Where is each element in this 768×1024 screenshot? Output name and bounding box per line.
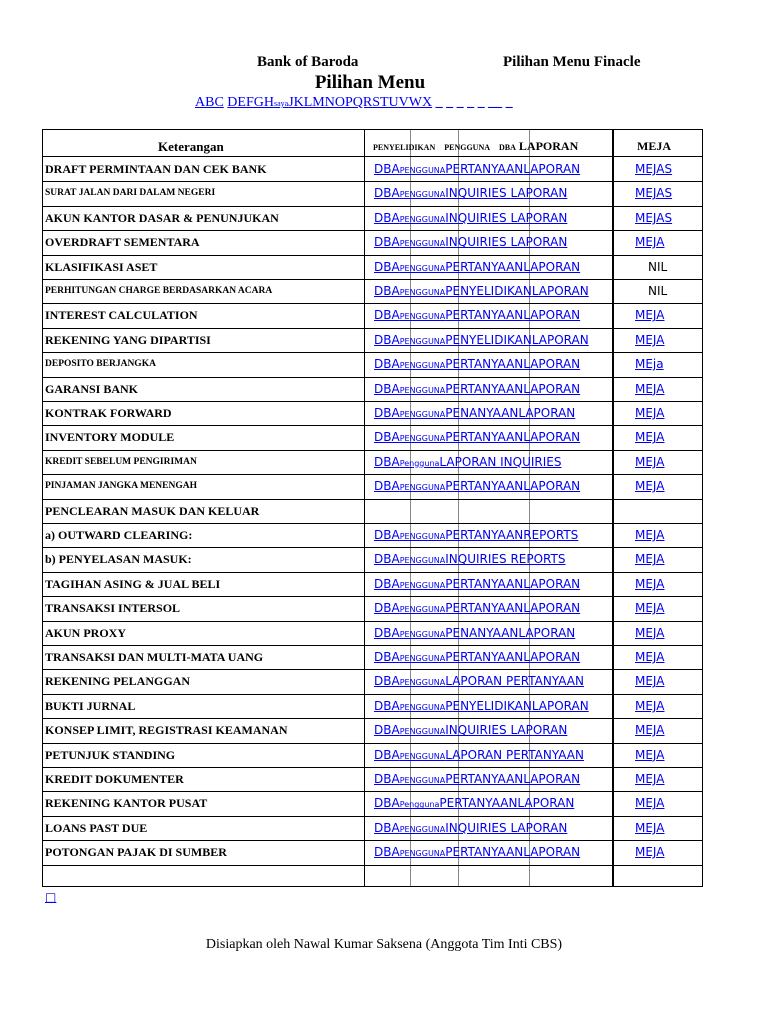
row-description: DEPOSITO BERJANGKA xyxy=(45,359,156,370)
alpha-link-jklmnopqrstuvwx[interactable]: JKLMNOPQRSTUVWX xyxy=(288,95,433,110)
meja-cell xyxy=(635,235,664,249)
row-description: PETUNJUK STANDING xyxy=(45,747,176,762)
inquiry-link[interactable]: PERTANYAAN xyxy=(445,162,524,176)
meja-link[interactable]: MEJA xyxy=(635,650,665,664)
meja-cell xyxy=(635,723,664,737)
inquiry-link[interactable]: PENYELIDIKAN xyxy=(445,284,532,298)
meja-cell xyxy=(635,479,664,493)
meja-link[interactable]: MEJA xyxy=(635,723,665,738)
dba-link[interactable]: DBA xyxy=(374,332,400,347)
report-link[interactable]: LAPORAN xyxy=(518,625,576,640)
report-link[interactable]: LAPORAN xyxy=(523,259,581,274)
meja-cell xyxy=(635,674,664,688)
row-links xyxy=(374,357,580,371)
dba-link[interactable]: DBA xyxy=(374,747,400,762)
meja-cell xyxy=(635,308,664,322)
report-link[interactable]: PERTANYAAN xyxy=(505,747,584,762)
dba-link[interactable]: DBA xyxy=(374,479,400,494)
meja-link[interactable]: MEJA xyxy=(635,479,665,494)
menu-table xyxy=(42,129,703,887)
meja-cell xyxy=(635,845,664,859)
user-link[interactable]: Pengguna xyxy=(399,458,440,468)
dba-link[interactable]: DBA xyxy=(374,259,400,274)
table-row xyxy=(43,255,702,279)
meja-cell xyxy=(635,748,664,762)
row-description: OVERDRAFT SEMENTARA xyxy=(45,235,200,250)
row-links xyxy=(374,333,589,347)
row-description: PERHITUNGAN CHARGE BERDASARKAN ACARA xyxy=(45,286,273,296)
row-links xyxy=(374,796,574,810)
user-link[interactable]: PENGGUNA xyxy=(399,166,446,175)
row-links xyxy=(374,406,575,420)
row-description: GARANSI BANK xyxy=(45,381,139,396)
report-link[interactable]: INQUIRIES xyxy=(500,454,562,469)
report-link[interactable]: LAPORAN xyxy=(531,698,589,713)
user-link[interactable]: PENGGUNA xyxy=(399,385,446,395)
alpha-link-blank[interactable]: _ xyxy=(456,95,464,110)
meja-link[interactable]: MEJA xyxy=(635,772,665,786)
inquiry-link[interactable]: LAPORAN xyxy=(439,454,501,469)
dba-link[interactable]: DBA xyxy=(374,528,400,542)
report-link[interactable]: LAPORAN xyxy=(523,601,581,616)
table-row xyxy=(43,669,702,693)
meja-cell xyxy=(635,796,664,810)
row-description: BUKTI JURNAL xyxy=(45,698,136,713)
inquiry-link[interactable]: PERTANYAAN xyxy=(445,259,524,274)
dba-link[interactable]: DBA xyxy=(374,406,400,420)
user-link[interactable]: PENGGUNA xyxy=(399,605,446,615)
inquiry-link[interactable]: PENANYAAN xyxy=(445,625,519,640)
dba-link[interactable]: DBA xyxy=(374,381,400,396)
meja-link[interactable]: MEJA xyxy=(635,332,665,347)
dba-link[interactable]: DBA xyxy=(374,820,400,835)
row-description: TRANSAKSI INTERSOL xyxy=(45,601,181,616)
row-links xyxy=(374,235,567,249)
meja-cell xyxy=(635,577,664,591)
inquiry-link[interactable]: PENANYAAN xyxy=(445,406,519,420)
inquiry-link[interactable]: PERTANYAAN xyxy=(445,308,524,323)
user-link[interactable]: PENGGUNA xyxy=(399,288,446,297)
inquiry-link[interactable]: INQUIRIES xyxy=(445,186,511,201)
meja-link[interactable]: MEJA xyxy=(635,698,665,713)
table-row xyxy=(43,645,702,669)
inquiry-link[interactable]: PERTANYAAN xyxy=(445,528,524,542)
meja-link[interactable]: MEJA xyxy=(635,381,665,396)
meja-link[interactable]: MEJA xyxy=(635,601,665,616)
meja-link[interactable]: MEJA xyxy=(635,747,665,762)
row-links xyxy=(374,528,578,542)
meja-cell xyxy=(635,357,664,371)
inquiry-link[interactable]: INQUIRIES xyxy=(445,723,511,738)
report-link[interactable]: LAPORAN xyxy=(523,772,581,786)
row-links xyxy=(374,845,580,859)
table-row xyxy=(43,547,702,571)
row-links xyxy=(374,430,580,444)
table-row xyxy=(43,352,702,376)
table-row xyxy=(43,230,702,254)
inquiry-link[interactable]: PERTANYAAN xyxy=(445,357,524,372)
report-link[interactable]: PERTANYAAN xyxy=(505,674,584,689)
row-links xyxy=(374,186,567,200)
meja-value: NIL xyxy=(648,259,668,274)
row-links xyxy=(374,382,580,396)
inquiry-link[interactable]: LAPORAN xyxy=(445,674,506,689)
user-link[interactable]: PENGGUNA xyxy=(399,751,446,761)
user-link[interactable]: PENGGUNA xyxy=(399,629,446,639)
report-link[interactable]: LAPORAN xyxy=(510,723,568,738)
meja-cell xyxy=(635,406,664,420)
table-row xyxy=(43,694,702,718)
alpha-link-defgh[interactable]: DEFGH xyxy=(227,95,274,110)
table-row xyxy=(43,767,702,791)
row-links xyxy=(374,772,580,786)
row-links xyxy=(374,601,580,615)
table-row xyxy=(43,181,702,205)
report-link[interactable]: LAPORAN xyxy=(531,332,589,347)
row-links xyxy=(374,748,584,762)
row-description: AKUN KANTOR DASAR & PENUNJUKAN xyxy=(45,210,279,225)
dba-link[interactable]: DBA xyxy=(374,650,400,664)
meja-link[interactable]: MEJA xyxy=(635,552,665,567)
table-row xyxy=(43,450,702,474)
row-description: REKENING KANTOR PUSAT xyxy=(45,796,208,811)
alpha-link-saya[interactable]: saya xyxy=(273,99,289,108)
user-link[interactable]: PENGGUNA xyxy=(399,434,446,444)
table-row xyxy=(43,206,702,230)
meja-link[interactable]: MEJA xyxy=(635,820,665,835)
inquiry-link[interactable]: PERTANYAAN xyxy=(445,576,524,591)
report-link[interactable]: LAPORAN xyxy=(510,820,568,835)
inquiry-link[interactable]: PERTANYAAN xyxy=(445,430,524,445)
row-links xyxy=(374,723,567,737)
row-description: KLASIFIKASI ASET xyxy=(45,259,158,274)
alpha-link-blank[interactable]: _ xyxy=(446,95,454,110)
dba-link[interactable]: DBA xyxy=(374,576,400,591)
user-link[interactable]: PENGGUNA xyxy=(399,239,446,249)
report-link[interactable]: REPORTS xyxy=(510,552,566,567)
row-description: TRANSAKSI DAN MULTI-MATA UANG xyxy=(45,650,264,664)
row-description: b) PENYELASAN MASUK: xyxy=(45,552,192,567)
row-description: KREDIT SEBELUM PENGIRIMAN xyxy=(45,456,197,467)
table-row xyxy=(43,425,702,449)
table-row xyxy=(43,816,702,840)
dba-link[interactable]: DBA xyxy=(374,430,400,445)
row-description: PINJAMAN JANGKA MENENGAH xyxy=(45,481,197,492)
user-link[interactable]: PENGGUNA xyxy=(399,410,446,419)
row-description: KONTRAK FORWARD xyxy=(45,406,172,420)
menu-finacle-title: Pilihan Menu Finacle xyxy=(503,54,641,70)
dba-link[interactable]: DBA xyxy=(374,674,400,689)
meja-link[interactable]: MEja xyxy=(635,357,664,372)
row-description: KONSEP LIMIT, REGISTRASI KEAMANAN xyxy=(45,723,288,738)
meja-link[interactable]: MEJA xyxy=(635,406,665,420)
meja-cell xyxy=(635,382,664,396)
user-link[interactable]: PENGGUNA xyxy=(399,361,446,371)
dba-link[interactable]: DBA xyxy=(374,845,400,860)
row-description: INVENTORY MODULE xyxy=(45,430,175,445)
report-link[interactable]: LAPORAN xyxy=(523,357,581,372)
alpha-link-blank[interactable]: _ xyxy=(477,95,485,110)
dba-link[interactable]: DBA xyxy=(374,357,400,372)
dba-link[interactable]: DBA xyxy=(374,772,400,786)
row-description: AKUN PROXY xyxy=(45,625,126,640)
meja-cell xyxy=(635,162,672,176)
inquiry-link[interactable]: INQUIRIES xyxy=(445,552,511,567)
placeholder-box-icon[interactable]: □ xyxy=(45,890,57,904)
meja-link[interactable]: MEJA xyxy=(635,528,665,542)
user-link[interactable]: PENGGUNA xyxy=(399,190,446,200)
inquiry-link[interactable]: PERTANYAAN xyxy=(445,601,524,616)
prepared-by: Disiapkan oleh Nawal Kumar Saksena (Anggota Tim Inti CBS) xyxy=(205,937,563,952)
meja-link[interactable]: MEJA xyxy=(635,576,665,591)
row-links xyxy=(374,211,567,225)
meja-cell xyxy=(635,772,664,786)
table-row xyxy=(43,523,702,547)
table-row xyxy=(43,499,702,523)
dba-link[interactable]: DBA xyxy=(374,210,400,225)
report-link[interactable]: LAPORAN xyxy=(510,210,568,225)
inquiry-link[interactable]: INQUIRIES xyxy=(445,820,511,835)
row-description: KREDIT DOKUMENTER xyxy=(45,772,184,786)
meja-link[interactable]: MEJA xyxy=(635,235,665,250)
user-link[interactable]: PENGGUNA xyxy=(399,263,446,273)
inquiry-link[interactable]: INQUIRIES xyxy=(445,210,511,225)
meja-cell xyxy=(635,455,664,469)
report-link[interactable]: REPORTS xyxy=(523,528,579,542)
table-row xyxy=(43,621,702,645)
user-link[interactable]: PENGGUNA xyxy=(399,727,446,737)
meja-cell xyxy=(635,821,664,835)
inquiry-link[interactable]: PERTANYAAN xyxy=(445,381,524,396)
row-links xyxy=(374,455,561,469)
row-links xyxy=(374,260,580,274)
user-link[interactable]: PENGGUNA xyxy=(399,336,446,346)
row-description: DRAFT PERMINTAAN DAN CEK BANK xyxy=(45,162,267,176)
table-header-row xyxy=(43,130,702,156)
meja-cell xyxy=(635,211,672,225)
meja-cell xyxy=(635,528,664,542)
meja-cell xyxy=(635,186,672,200)
user-link[interactable]: PENGGUNA xyxy=(399,776,446,785)
user-link[interactable]: PENGGUNA xyxy=(399,214,446,224)
table-row xyxy=(43,303,702,327)
alpha-link-blank[interactable]: _ xyxy=(467,95,475,110)
table-row xyxy=(43,596,702,620)
user-link[interactable]: PENGGUNA xyxy=(399,483,446,493)
meja-link[interactable]: MEJA xyxy=(635,845,665,860)
row-description: LOANS PAST DUE xyxy=(45,820,148,835)
report-link[interactable]: LAPORAN xyxy=(523,308,581,323)
report-link[interactable]: LAPORAN xyxy=(510,235,568,250)
row-links xyxy=(374,699,589,713)
row-links xyxy=(374,650,580,664)
table-row xyxy=(43,328,702,352)
row-description: INTEREST CALCULATION xyxy=(45,308,198,323)
dba-link[interactable]: DBA xyxy=(374,698,400,713)
meja-link[interactable]: MEJA xyxy=(635,796,665,811)
header-meja: MEJA xyxy=(637,139,671,153)
user-link[interactable]: PENGGUNA xyxy=(399,702,446,712)
meja-cell xyxy=(635,601,664,615)
dba-link[interactable]: DBA xyxy=(374,186,400,201)
row-links xyxy=(374,308,580,322)
user-link[interactable]: PENGGUNA xyxy=(399,654,446,663)
alpha-link-blank[interactable]: _ xyxy=(435,95,443,110)
meja-cell xyxy=(635,650,664,664)
row-links xyxy=(374,577,580,591)
table-row xyxy=(43,743,702,767)
inquiry-link[interactable]: LAPORAN xyxy=(445,747,506,762)
row-description: a) OUTWARD CLEARING: xyxy=(45,528,193,542)
report-link[interactable]: LAPORAN xyxy=(518,406,576,420)
meja-cell xyxy=(635,552,664,566)
meja-link[interactable]: MEJA xyxy=(635,308,665,323)
user-link[interactable]: PENGGUNA xyxy=(399,556,446,566)
meja-link[interactable]: MEJA xyxy=(635,454,665,469)
inquiry-link[interactable]: PERTANYAAN xyxy=(445,650,524,664)
meja-link[interactable]: MEJAS xyxy=(635,186,673,201)
dba-link[interactable]: DBA xyxy=(374,162,400,176)
row-description: PENCLEARAN MASUK DAN KELUAR xyxy=(45,503,260,518)
meja-cell xyxy=(635,626,664,640)
user-link[interactable]: PENGGUNA xyxy=(399,678,446,688)
table-row xyxy=(43,840,702,864)
row-links xyxy=(374,479,580,493)
row-links xyxy=(374,821,567,835)
user-link[interactable]: Pengguna xyxy=(399,800,440,810)
meja-value: NIL xyxy=(648,284,668,298)
user-link[interactable]: PENGGUNA xyxy=(399,312,446,322)
meja-link[interactable]: MEJA xyxy=(635,674,665,689)
dba-link[interactable]: DBA xyxy=(374,796,400,811)
meja-cell xyxy=(635,333,664,347)
report-link[interactable]: LAPORAN xyxy=(510,186,568,201)
meja-link[interactable]: MEJA xyxy=(635,430,665,445)
dba-link[interactable]: DBA xyxy=(374,552,400,567)
row-links xyxy=(374,284,589,298)
header-actions: PENYELIDIKAN PENGGUNA DBA LAPORAN xyxy=(373,139,579,153)
meja-link[interactable]: MEJAS xyxy=(635,162,673,176)
row-description: TAGIHAN ASING & JUAL BELI xyxy=(45,576,221,591)
header-keterangan: Keterangan xyxy=(158,139,224,154)
dba-link[interactable]: DBA xyxy=(374,601,400,616)
report-link[interactable]: LAPORAN xyxy=(523,576,581,591)
report-link[interactable]: LAPORAN xyxy=(517,796,575,811)
bank-name: Bank of Baroda xyxy=(257,54,359,70)
meja-cell xyxy=(635,430,664,444)
row-links xyxy=(374,674,584,688)
report-link[interactable]: LAPORAN xyxy=(523,430,581,445)
inquiry-link[interactable]: PERTANYAAN xyxy=(445,772,524,786)
inquiry-link[interactable]: PENYELIDIKAN xyxy=(445,332,532,347)
report-link[interactable]: LAPORAN xyxy=(523,162,581,176)
meja-cell xyxy=(635,699,664,713)
report-link[interactable]: LAPORAN xyxy=(531,284,589,298)
table-row xyxy=(43,157,702,181)
row-description: SURAT JALAN DARI DALAM NEGERI xyxy=(45,188,216,199)
alpha-link-blank[interactable]: __ xyxy=(488,95,503,110)
alphabet-index xyxy=(195,95,513,111)
dba-link[interactable]: DBA xyxy=(374,308,400,323)
dba-link[interactable]: DBA xyxy=(374,625,400,640)
row-description: REKENING YANG DIPARTISI xyxy=(45,332,211,347)
row-links xyxy=(374,552,565,566)
inquiry-link[interactable]: PERTANYAAN xyxy=(445,845,524,860)
dba-link[interactable]: DBA xyxy=(374,723,400,738)
table-row xyxy=(43,279,702,303)
user-link[interactable]: PENGGUNA xyxy=(399,580,446,590)
table-row xyxy=(43,474,702,498)
dba-link[interactable]: DBA xyxy=(374,284,400,298)
inquiry-link[interactable]: PENYELIDIKAN xyxy=(445,698,532,713)
report-link[interactable]: LAPORAN xyxy=(523,381,581,396)
report-link[interactable]: LAPORAN xyxy=(523,479,581,494)
alpha-link-blank[interactable]: _ xyxy=(505,95,513,110)
row-description: POTONGAN PAJAK DI SUMBER xyxy=(45,845,227,860)
page-title: Pilihan Menu xyxy=(314,72,426,93)
table-row xyxy=(43,401,702,425)
row-description: REKENING PELANGGAN xyxy=(45,674,191,689)
table-row xyxy=(43,791,702,815)
meja-link[interactable]: MEJAS xyxy=(635,210,673,225)
user-link[interactable]: PENGGUNA xyxy=(399,532,446,541)
dba-link[interactable]: DBA xyxy=(374,235,400,250)
inquiry-link[interactable]: PERTANYAAN xyxy=(445,479,524,494)
user-link[interactable]: PENGGUNA xyxy=(399,824,446,834)
alpha-link-abc[interactable]: ABC xyxy=(195,95,224,110)
dba-link[interactable]: DBA xyxy=(374,454,400,469)
table-row xyxy=(43,718,702,742)
row-links xyxy=(374,626,575,640)
row-links xyxy=(374,162,580,176)
report-link[interactable]: LAPORAN xyxy=(523,650,581,664)
table-row xyxy=(43,572,702,596)
meja-link[interactable]: MEJA xyxy=(635,625,665,640)
report-link[interactable]: LAPORAN xyxy=(523,845,581,860)
table-row xyxy=(43,377,702,401)
inquiry-link[interactable]: PERTANYAAN xyxy=(439,796,518,811)
inquiry-link[interactable]: INQUIRIES xyxy=(445,235,511,250)
user-link[interactable]: PENGGUNA xyxy=(399,849,446,859)
